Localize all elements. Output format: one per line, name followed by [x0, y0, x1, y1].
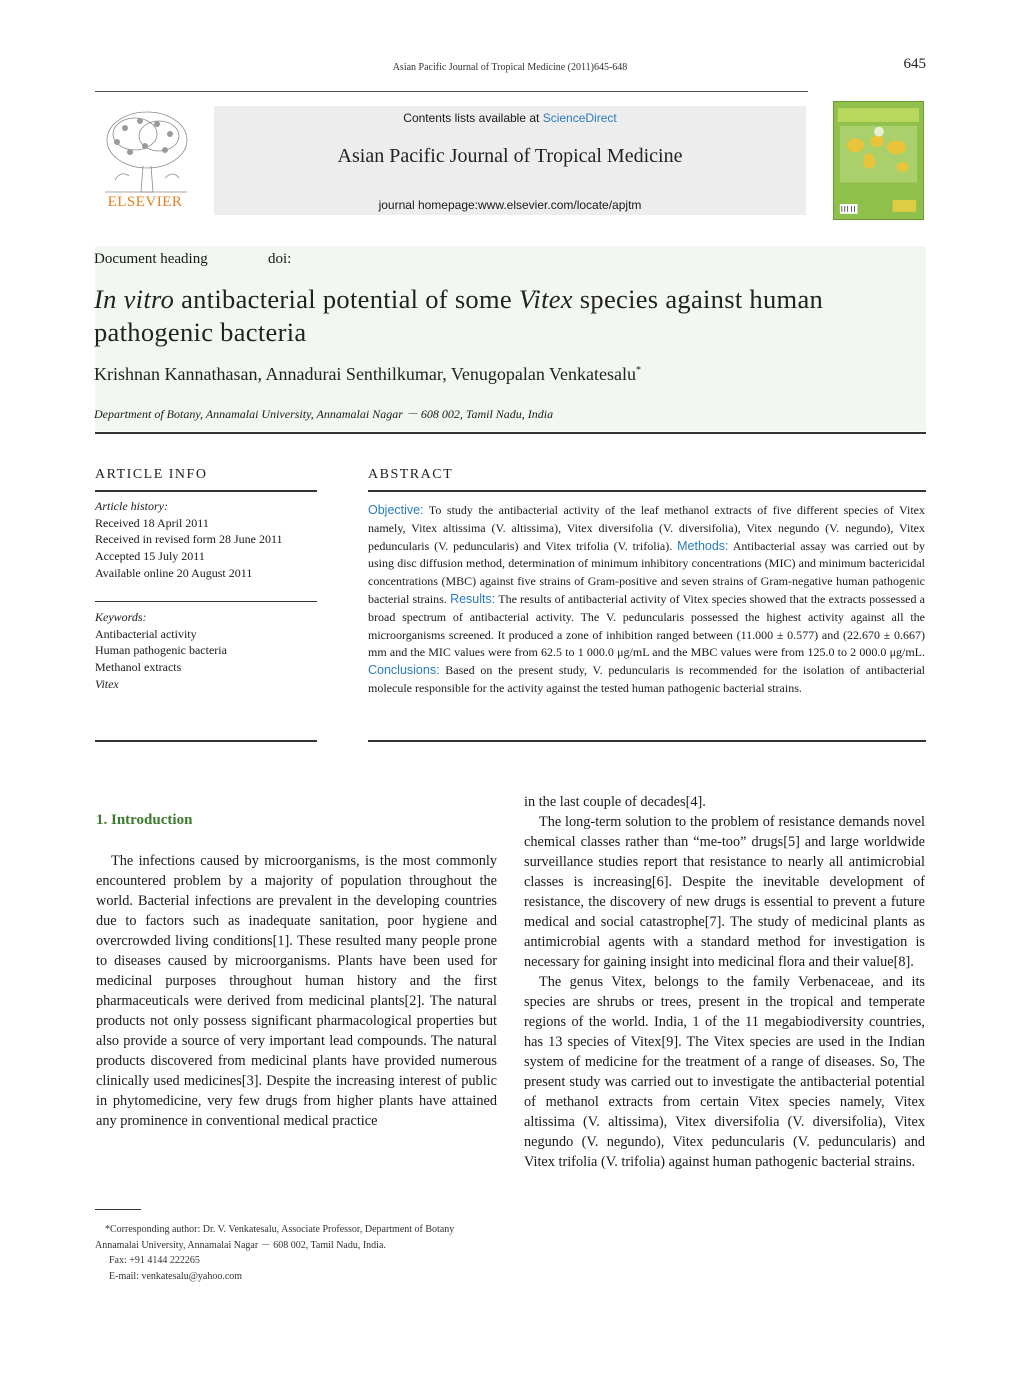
- keyword-item: Antibacterial activity: [95, 626, 197, 641]
- title-rule: [95, 432, 926, 434]
- author-names: Krishnan Kannathasan, Annadurai Senthilkumar, Venugopalan Venkatesalu: [94, 364, 636, 384]
- article-info-rule: [95, 490, 317, 492]
- paragraph: The long-term solution to the problem of resistance demands novel chemical classes rather than “me-too” drugs[5] and large worldwide surveillance studies report that resistance to nearly all antimicrobial classes is increasing[6]. Despite the inevitable development of resistance, the discovery of new drugs is essential to prevent a future medical and social catastrophe[7]. The study of medicinal plants as antimicrobial agents with a standard method for investigation is necessary for gaining insight into medicinal flora and their value[8].: [524, 814, 925, 970]
- objective-label: Objective:: [368, 503, 424, 517]
- journal-homepage[interactable]: journal homepage:www.elsevier.com/locate/apjtm: [378, 198, 642, 212]
- keyword-item: Vitex: [95, 676, 119, 691]
- conclusions-text: Based on the present study, V. peduncularis is recommended for the isolation of antibacterial molecule responsible for the activity against the tested human pathogenic bacterial strains.: [368, 663, 925, 695]
- header-rule: [95, 91, 808, 92]
- abstract-bottom-rule: [368, 740, 926, 742]
- methods-text: Antibacterial assay was carried out by using disc diffusion method, determination of minimum inhibitory concentrations (MIC) and minimum bactericidal concentrations (MBC) against five strains of Gram-positive and seven strains of Gram-negative human pathogenic bacterial strains.: [368, 538, 925, 606]
- footnote-email[interactable]: E-mail: venkatesalu@yahoo.com: [109, 1270, 243, 1282]
- methods-label: Methods:: [677, 538, 729, 553]
- footnote-author: *Corresponding author: Dr. V. Venkatesalu, Associate Professor, Department of Botany Annamalai University, Annamalai Nagar － 608 002, Tamil Nadu, India.: [95, 1224, 455, 1251]
- document-heading: Document heading: [94, 251, 208, 267]
- history-revised: Received in revised form 28 June 2011: [95, 532, 283, 547]
- results-label: Results:: [450, 591, 496, 606]
- keywords: [95, 609, 227, 693]
- title-text-2: species against human pathogenic bacteria: [94, 284, 824, 347]
- journal-name: Asian Pacific Journal of Tropical Medicine: [337, 145, 683, 167]
- authors: [94, 364, 641, 385]
- history-online: Available online 20 August 2011: [95, 565, 253, 580]
- article-title: [94, 283, 928, 349]
- keyword-item: Human pathogenic bacteria: [95, 643, 227, 658]
- contents-line: [214, 111, 806, 125]
- paragraph: The infections caused by microorganisms, is the most commonly encountered problem by a majority of population throughout the world. Bacterial infections are prevalent in the developing countries due to factors such as inadequate sanitation, poor hygiene and overcrowded living conditions[1]. These resulted many people prone to diseases caused by microorganisms. Plants have been used for medicinal purposes throughout human history and the first pharmaceuticals were derived from medicinal plants[2]. The natural products not only possess significant pharmacological properties but also provide a source of very important lead compounds. The natural products discovered from medicinal plants have provided numerous clinically used medicines[3]. Despite the increasing interest of public in phytomedicine, very few drugs from higher plants have attained any prominence in conventional medical practice: [96, 853, 497, 1129]
- title-text-1: antibacterial potential of some: [174, 284, 519, 314]
- keywords-rule: [95, 601, 317, 602]
- title-italic-vitex: Vitex: [518, 284, 573, 314]
- conclusions-label: Conclusions:: [368, 663, 440, 678]
- history-accepted: Accepted 15 July 2011: [95, 549, 205, 564]
- abstract-text: [368, 502, 925, 698]
- section-heading-introduction: 1. Introduction: [96, 812, 193, 828]
- title-italic-in-vitro: In vitro: [94, 284, 175, 314]
- page-number: 645: [903, 56, 926, 72]
- history-received: Received 18 April 2011: [95, 515, 209, 530]
- body-column-left: [96, 851, 497, 1131]
- body-column-right: [524, 792, 925, 1172]
- objective-text: To study the antibacterial activity of the leaf methanol extracts of five different species of Vitex namely, Vitex altissima (V. altissima), Vitex diversifolia (V. diversifolia), Vitex negundo (V. negundo), Vitex peduncularis (V. peduncularis) and Vitex trifolia (V. trifolia).: [368, 503, 925, 553]
- journal-cover-image: [833, 101, 924, 220]
- contents-prefix: Contents lists available at: [403, 111, 543, 125]
- corresponding-mark: *: [636, 365, 641, 376]
- paragraph: The genus Vitex, belongs to the family Verbenaceae, and its species are shrubs or trees, present in the tropical and temperate regions of the world. India, 1 of the 11 megabiodiversity countries, has 13 species of Vitex[9]. The Vitex species are used in the Indian system of medicine for the treatment of a range of diseases. So, The present study was carried out to investigate the antibacterial potential of methanol extracts from certain Vitex species namely, Vitex altissima (V. altissima), Vitex diversifolia (V. diversifolia), Vitex negundo (V. negundo), Vitex peduncularis (V. peduncularis) and Vitex trifolia (V. trifolia) against human pathogenic bacterial strains.: [524, 974, 925, 1170]
- article-info-bottom-rule: [95, 740, 317, 742]
- corresponding-author-footnote: [95, 1222, 497, 1284]
- abstract-label: ABSTRACT: [368, 467, 454, 482]
- running-head: Asian Pacific Journal of Tropical Medicine (2011)645-648: [392, 62, 628, 73]
- affiliation: Department of Botany, Annamalai University, Annamalai Nagar － 608 002, Tamil Nadu, India: [94, 407, 554, 421]
- footnote-fax: Fax: +91 4144 222265: [109, 1255, 200, 1266]
- history-heading: Article history:: [95, 499, 168, 513]
- footnote-rule: [95, 1209, 141, 1210]
- abstract-rule: [368, 490, 926, 492]
- paragraph: in the last couple of decades[4].: [524, 794, 706, 810]
- article-history: [95, 498, 283, 582]
- keywords-heading: Keywords:: [95, 610, 147, 624]
- doi-label: doi:: [268, 251, 292, 267]
- article-info-label: ARTICLE INFO: [95, 467, 208, 482]
- results-text: The results of antibacterial activity of Vitex species showed that the extracts possessed a broad spectrum of antibacterial activity. The V. peduncularis possessed the highest activity against all the microorganisms screened. It produced a zone of inhibition ranged between (11.000 ± 0.577) and (22.670 ± 0.667) mm and the MIC values were from 62.5 to 1 000.0 μg/mL and the MBC values were from 125.0 to 2 000.0 μg/mL.: [368, 591, 925, 660]
- keyword-item: Methanol extracts: [95, 660, 182, 675]
- sciencedirect-link[interactable]: ScienceDirect: [542, 111, 617, 125]
- elsevier-wordmark: ELSEVIER: [107, 194, 183, 210]
